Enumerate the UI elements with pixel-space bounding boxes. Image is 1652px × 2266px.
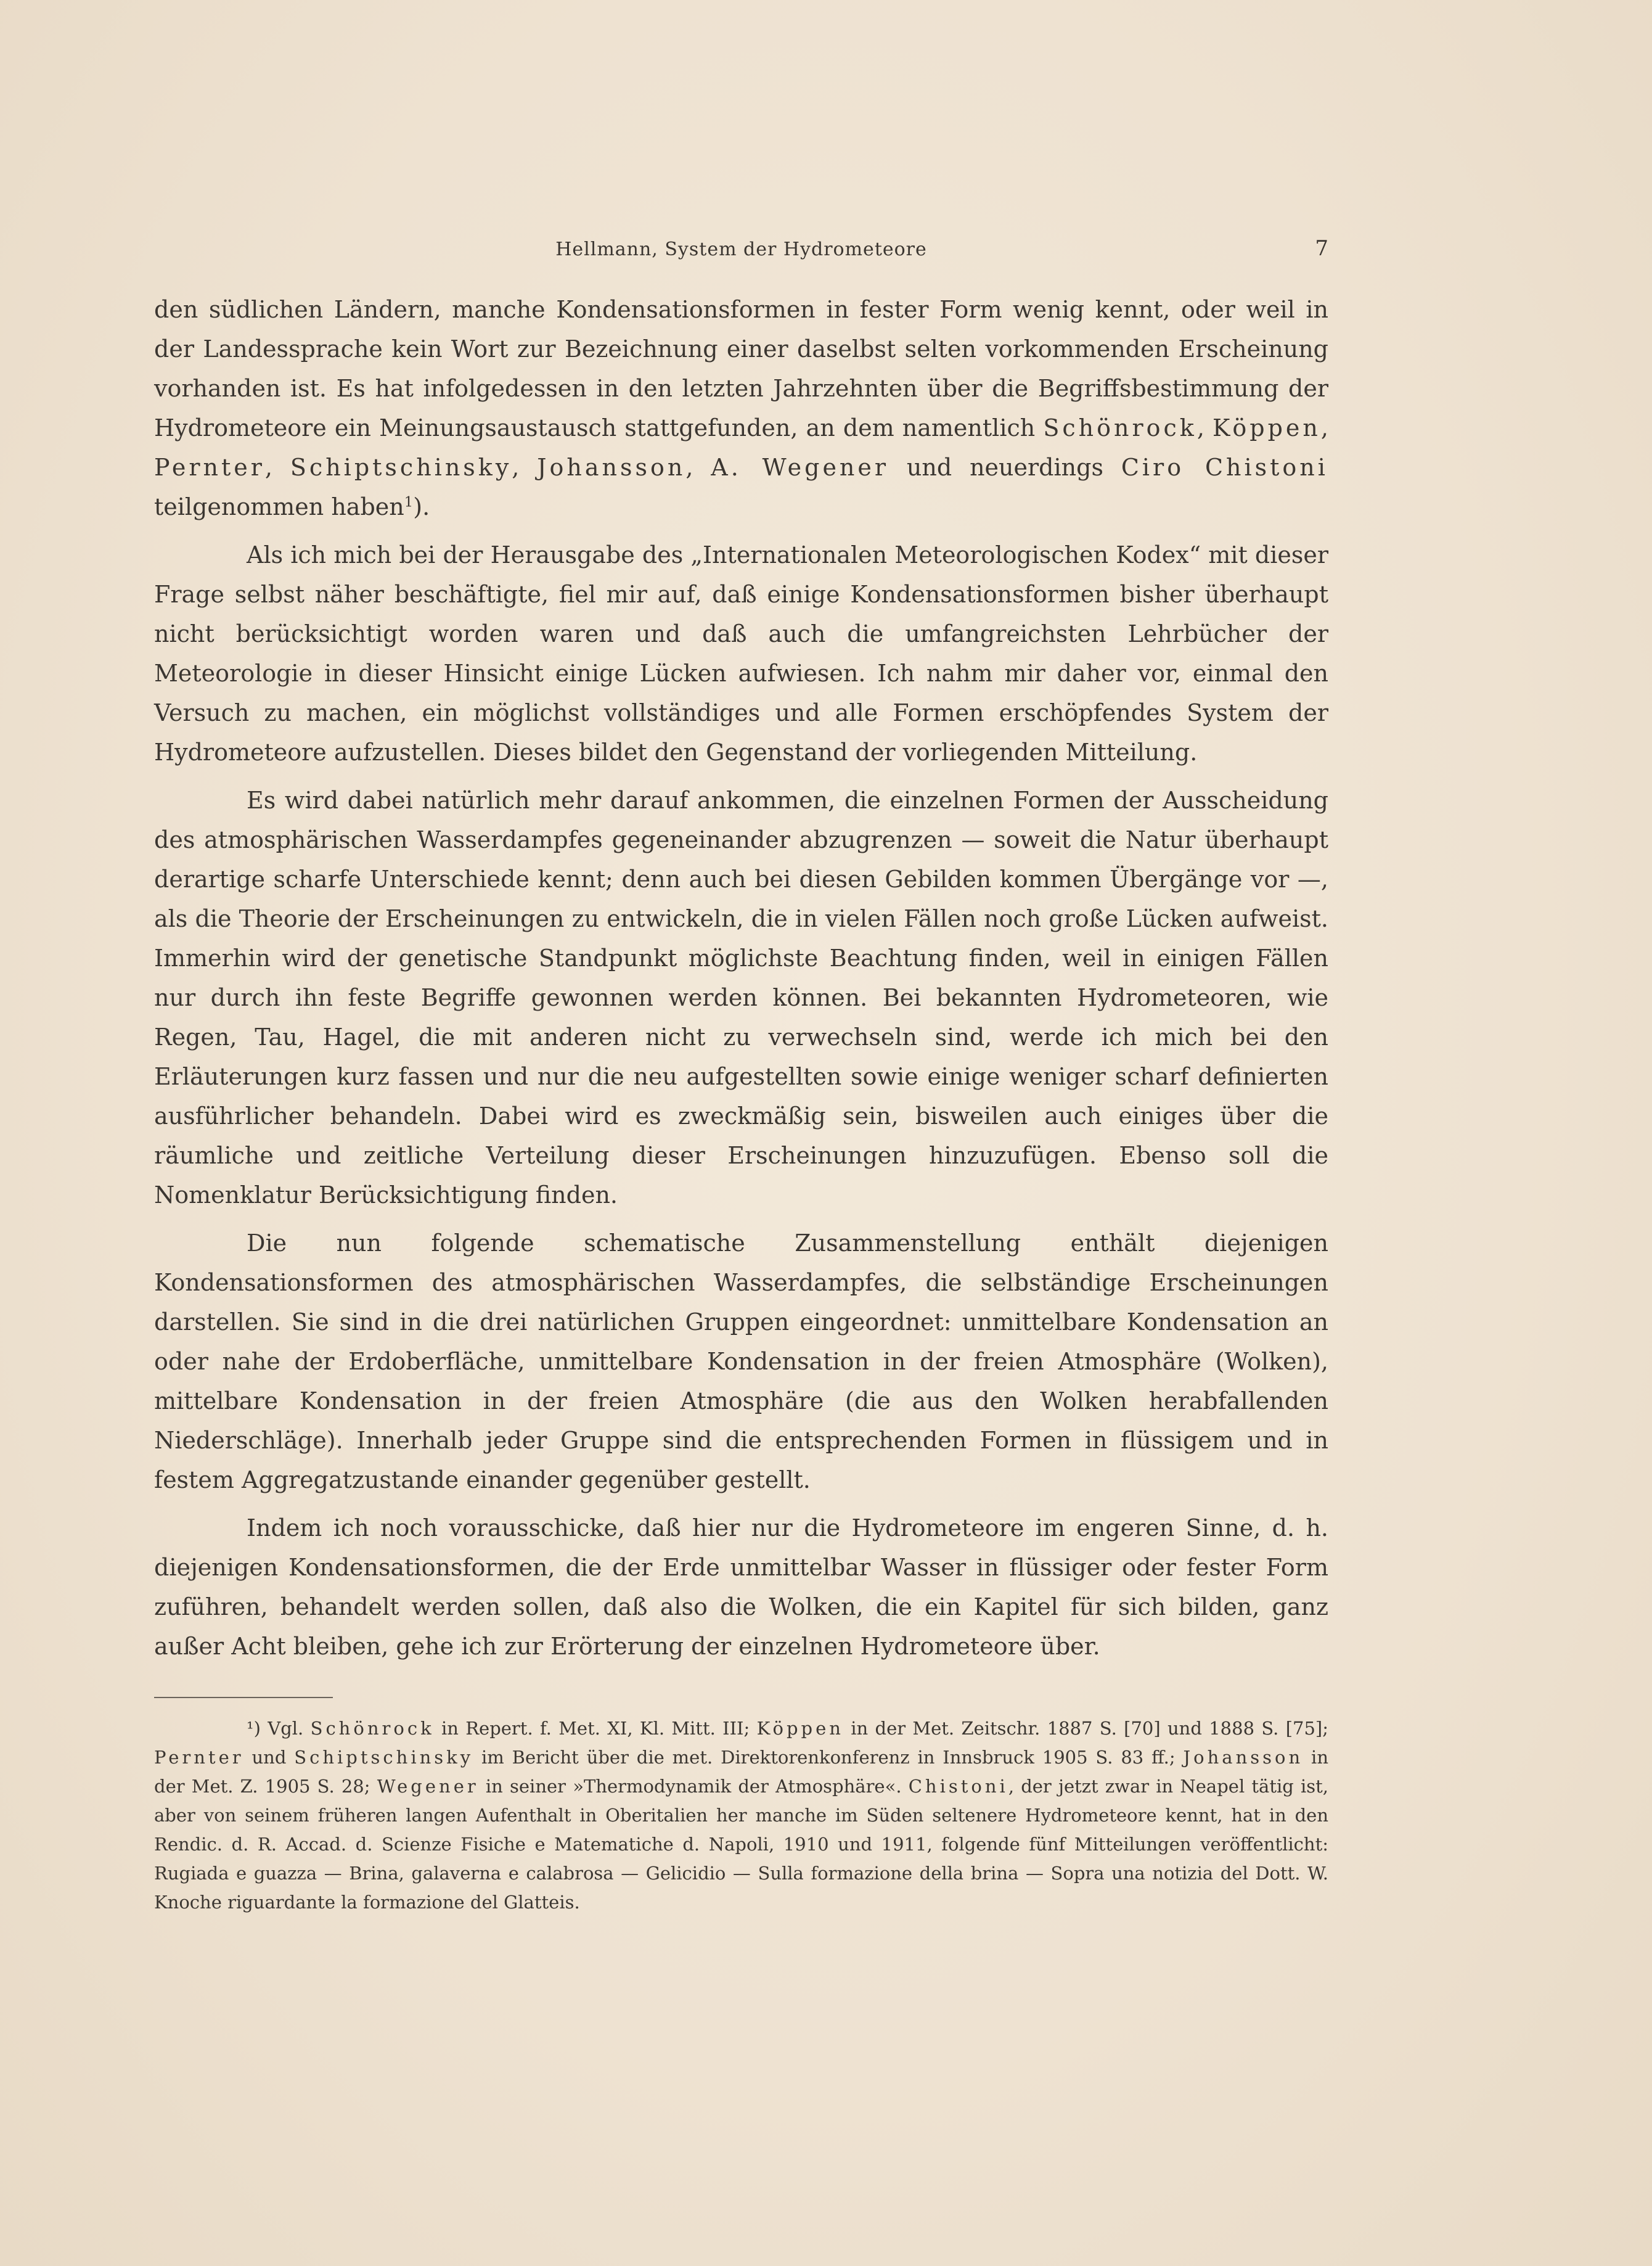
footnote-text: und: [243, 1747, 295, 1768]
paragraph-5: Indem ich noch vorausschicke, daß hier nur die Hydrometeore im engeren Sinne, d. h. diejenigen Kondensationsformen, die der Erde unmittelbar Wasser in flüssiger oder fester Form zuführen, behandelt werden sollen, daß also die Wolken, die ein Kapitel für sich bilden, ganz außer Acht bleiben, gehe ich zur Erörterung der einzelnen Hydrometeore über.: [154, 1514, 1328, 1660]
footnote: [154, 1714, 1328, 1917]
separator: ,: [1320, 414, 1328, 441]
author-name: Johansson: [537, 454, 686, 481]
footnote-text: in der Met. Z. 1905 S. 28;: [154, 1747, 1329, 1797]
author-name: Ciro Chistoni: [1121, 454, 1328, 481]
author-name: Schiptschinsky: [290, 454, 512, 481]
footnote-divider: [154, 1697, 333, 1698]
paragraph-1: [154, 290, 1328, 527]
separator: ,: [685, 454, 711, 481]
body-text: [154, 290, 1328, 1675]
footnote-text: , der jetzt zwar in Neapel tätig ist, aber von seinem früheren langen Aufenthalt in Oberitalien her manche im Süden seltenere Hydrometeore kennt, hat in den Rendic. d. R. Accad. d. Scienze Fisiche e Matematiche d. Napoli, 1910 und 1911, folgende fünf Mitteilungen veröffentlicht: Rugiada e guazza — Brina, galaverna e calabrosa — Gelicidio — Sulla formazione della brina — Sopra una notizia del Dott. W. Knoche riguardante la formazione del Glatteis.: [154, 1776, 1329, 1913]
author-name: Schönrock: [1043, 414, 1197, 441]
footnote-text: in der Met. Zeitschr. 1887 S. [70] und 1888 S. [75];: [843, 1718, 1329, 1739]
author-name: A. Wegener: [711, 454, 889, 481]
separator: ,: [1196, 414, 1213, 441]
running-title: Hellmann, System der Hydrometeore: [555, 239, 927, 260]
separator: ,: [512, 454, 538, 481]
author-name: Pernter: [154, 454, 265, 481]
author-name: Johansson: [1183, 1747, 1304, 1768]
paragraph-3: Es wird dabei natürlich mehr darauf ankommen, die einzelnen Formen der Ausscheidung des atmosphärischen Wasserdampfes gegeneinander abzugrenzen — soweit die Natur überhaupt derartige scharfe Unterschiede kennt; denn auch bei diesen Gebilden kommen Übergänge vor —, als die Theorie der Erscheinungen zu entwickeln, die in vielen Fällen noch große Lücken aufweist. Immerhin wird der genetische Standpunkt möglichste Beachtung finden, weil in einigen Fällen nur durch ihn feste Begriffe gewonnen werden können. Bei bekannten Hydrometeoren, wie Regen, Tau, Hagel, die mit anderen nicht zu verwechseln sind, werde ich mich bei den Erläuterungen kurz fassen und nur die neu aufgestellten sowie einige weniger scharf definierten ausführlicher behandeln. Dabei wird es zweckmäßig sein, bisweilen auch einiges über die räumliche und zeitliche Verteilung dieser Erscheinungen hinzuzufügen. Ebenso soll die Nomenklatur Berücksichtigung finden.: [154, 787, 1328, 1209]
paragraph-4: Die nun folgende schematische Zusammenstellung enthält diejenigen Kondensationsformen des atmosphärischen Wasserdampfes, die selbständige Erscheinungen darstellen. Sie sind in die drei natürlichen Gruppen eingeordnet: unmittelbare Kondensation an oder nahe der Erdoberfläche, unmittelbare Kondensation in der freien Atmosphäre (Wolken), mittelbare Kondensation in der freien Atmosphäre (die aus den Wolken herabfallenden Niederschläge). Innerhalb jeder Gruppe sind die entsprechenden Formen in flüssigem und in festem Aggregatzustande einander gegenüber gestellt.: [154, 1229, 1328, 1493]
author-name: Schiptschinsky: [294, 1747, 474, 1768]
author-name: Chistoni: [908, 1776, 1008, 1797]
footnote-text: Vgl.: [260, 1718, 311, 1739]
author-name: Köppen: [756, 1718, 844, 1739]
page-header: [154, 231, 1328, 268]
footnote-text: im Bericht über die met. Direktorenkonferenz in Innsbruck 1905 S. 83 ff.;: [473, 1747, 1184, 1768]
footnote-text: in Repert. f. Met. XI, Kl. Mitt. III;: [434, 1718, 757, 1739]
author-name: Wegener: [377, 1776, 479, 1797]
footnote-marker: ¹): [247, 1718, 261, 1739]
paragraph-2: Als ich mich bei der Herausgabe des „Internationalen Meteorologischen Kodex“ mit dieser Frage selbst näher beschäftigte, fiel mir auf, daß einige Kondensationsformen bisher überhaupt nicht berücksichtigt worden waren und daß auch die umfangreichsten Lehrbücher der Meteorologie in dieser Hinsicht einige Lücken aufwiesen. Ich nahm mir daher vor, einmal den Versuch zu machen, ein möglichst vollständiges und alle Formen erschöpfendes System der Hydrometeore aufzustellen. Dieses bildet den Gegenstand der vorliegenden Mitteilung.: [154, 541, 1328, 766]
footnote-text: in seiner »Thermodynamik der Atmosphäre«.: [478, 1776, 909, 1797]
paragraph-1-text-c: ).: [413, 493, 430, 520]
footnote-reference[interactable]: 1: [404, 494, 414, 511]
author-name: Pernter: [154, 1747, 244, 1768]
author-name: Köppen: [1212, 414, 1321, 441]
paragraph-1-text-b: teilgenommen haben: [154, 493, 404, 520]
page-number: 7: [1315, 236, 1328, 261]
separator: ,: [264, 454, 290, 481]
paragraph-1-text-a: den südlichen Ländern, manche Kondensationsformen in fester Form wenig kennt, oder weil in der Landessprache kein Wort zur Bezeichnung einer daselbst selten vorkommenden Erscheinung vorhanden ist. Es hat infolgedessen in den letzten Jahrzehnten über die Begriffsbestimmung der Hydrometeore ein Meinungsaustausch stattgefunden, an dem namentlich: [154, 296, 1328, 441]
author-name: Schönrock: [310, 1718, 435, 1739]
separator: und neuerdings: [889, 454, 1121, 481]
